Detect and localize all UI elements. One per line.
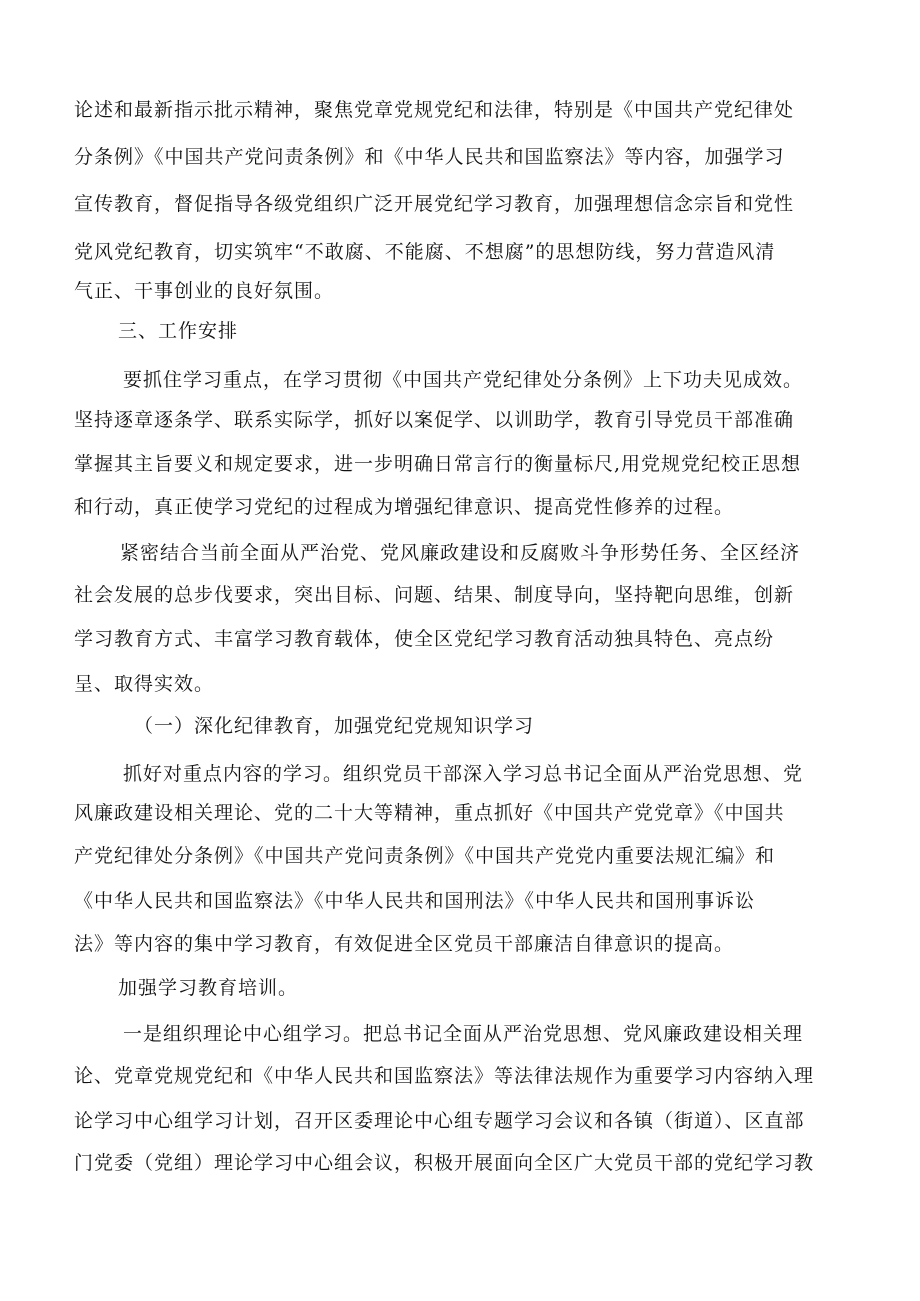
text-line: 一是组织理论中心组学习。把总书记全面从严治党思想、党风廉政建设相关理 <box>123 1023 804 1045</box>
text-line: 法》等内容的集中学习教育，有效促进全区党员干部廉洁自律意识的提高。 <box>74 933 735 955</box>
text-line: 学习教育方式、丰富学习教育载体，使全区党纪学习教育活动独具特色、亮点纷 <box>74 628 775 650</box>
text-line: 气正、干事创业的良好氛围。 <box>74 280 335 302</box>
text-line: 抓好对重点内容的学习。组织党员干部深入学习总书记全面从严治党思想、党 <box>123 763 804 785</box>
text-line: 掌握其主旨要义和规定要求，进一步明确日常言行的衡量标尺,用党规党纪校正思想 <box>74 453 802 475</box>
text-line: 党风党纪教育，切实筑牢“不敢腐、不能腐、不想腐”的思想防线，努力营造风清 <box>74 241 776 263</box>
text-line: 社会发展的总步伐要求，突出目标、问题、结果、制度导向，坚持靶向思维，创新 <box>74 584 795 606</box>
text-line: 坚持逐章逐条学、联系实际学，抓好以案促学、以训助学，教育引导党员干部准确 <box>74 409 795 431</box>
text-line: 产党纪律处分条例》《中国共产党问责条例》《中国共产党党内重要法规汇编》和 <box>74 845 776 867</box>
text-line: 论述和最新指示批示精神，聚焦党章党规党纪和法律，特别是《中国共产党纪律处 <box>74 99 795 121</box>
text-line: 要抓住学习重点，在学习贯彻《中国共产党纪律处分条例》上下功夫见成效。 <box>123 369 804 391</box>
section-heading: 三、工作安排 <box>118 320 239 342</box>
text-line: 紧密结合当前全面从严治党、党风廉政建设和反腐败斗争形势任务、全区经济 <box>120 542 801 564</box>
text-line: 和行动，真正使学习党纪的过程成为增强纪律意识、提高党性修养的过程。 <box>74 496 735 518</box>
text-line: 风廉政建设相关理论、党的二十大等精神，重点抓好《中国共产党党章》《中国共 <box>74 802 785 824</box>
subsection-heading: （一）深化纪律教育，加强党纪党规知识学习 <box>134 715 535 737</box>
text-line: 加强学习教育培训。 <box>118 977 299 999</box>
text-line: 呈、取得实效。 <box>74 673 215 695</box>
text-line: 分条例》《中国共产党问责条例》和《中华人民共和国监察法》等内容，加强学习 <box>74 146 785 168</box>
text-line: 《中华人民共和国监察法》《中华人民共和国刑法》《中华人民共和国刑事诉讼 <box>74 890 756 912</box>
text-line: 门党委（党组）理论学习中心组会议，积极开展面向全区广大党员干部的党纪学习教 <box>74 1152 815 1174</box>
text-line: 论学习中心组学习计划，召开区委理论中心组专题学习会议和各镇（街道）、区直部 <box>74 1110 805 1132</box>
text-line: 论、党章党规党纪和《中华人民共和国监察法》等法律法规作为重要学习内容纳入理 <box>74 1065 815 1087</box>
text-line: 宣传教育，督促指导各级党组织广泛开展党纪学习教育，加强理想信念宗旨和党性 <box>74 193 795 215</box>
